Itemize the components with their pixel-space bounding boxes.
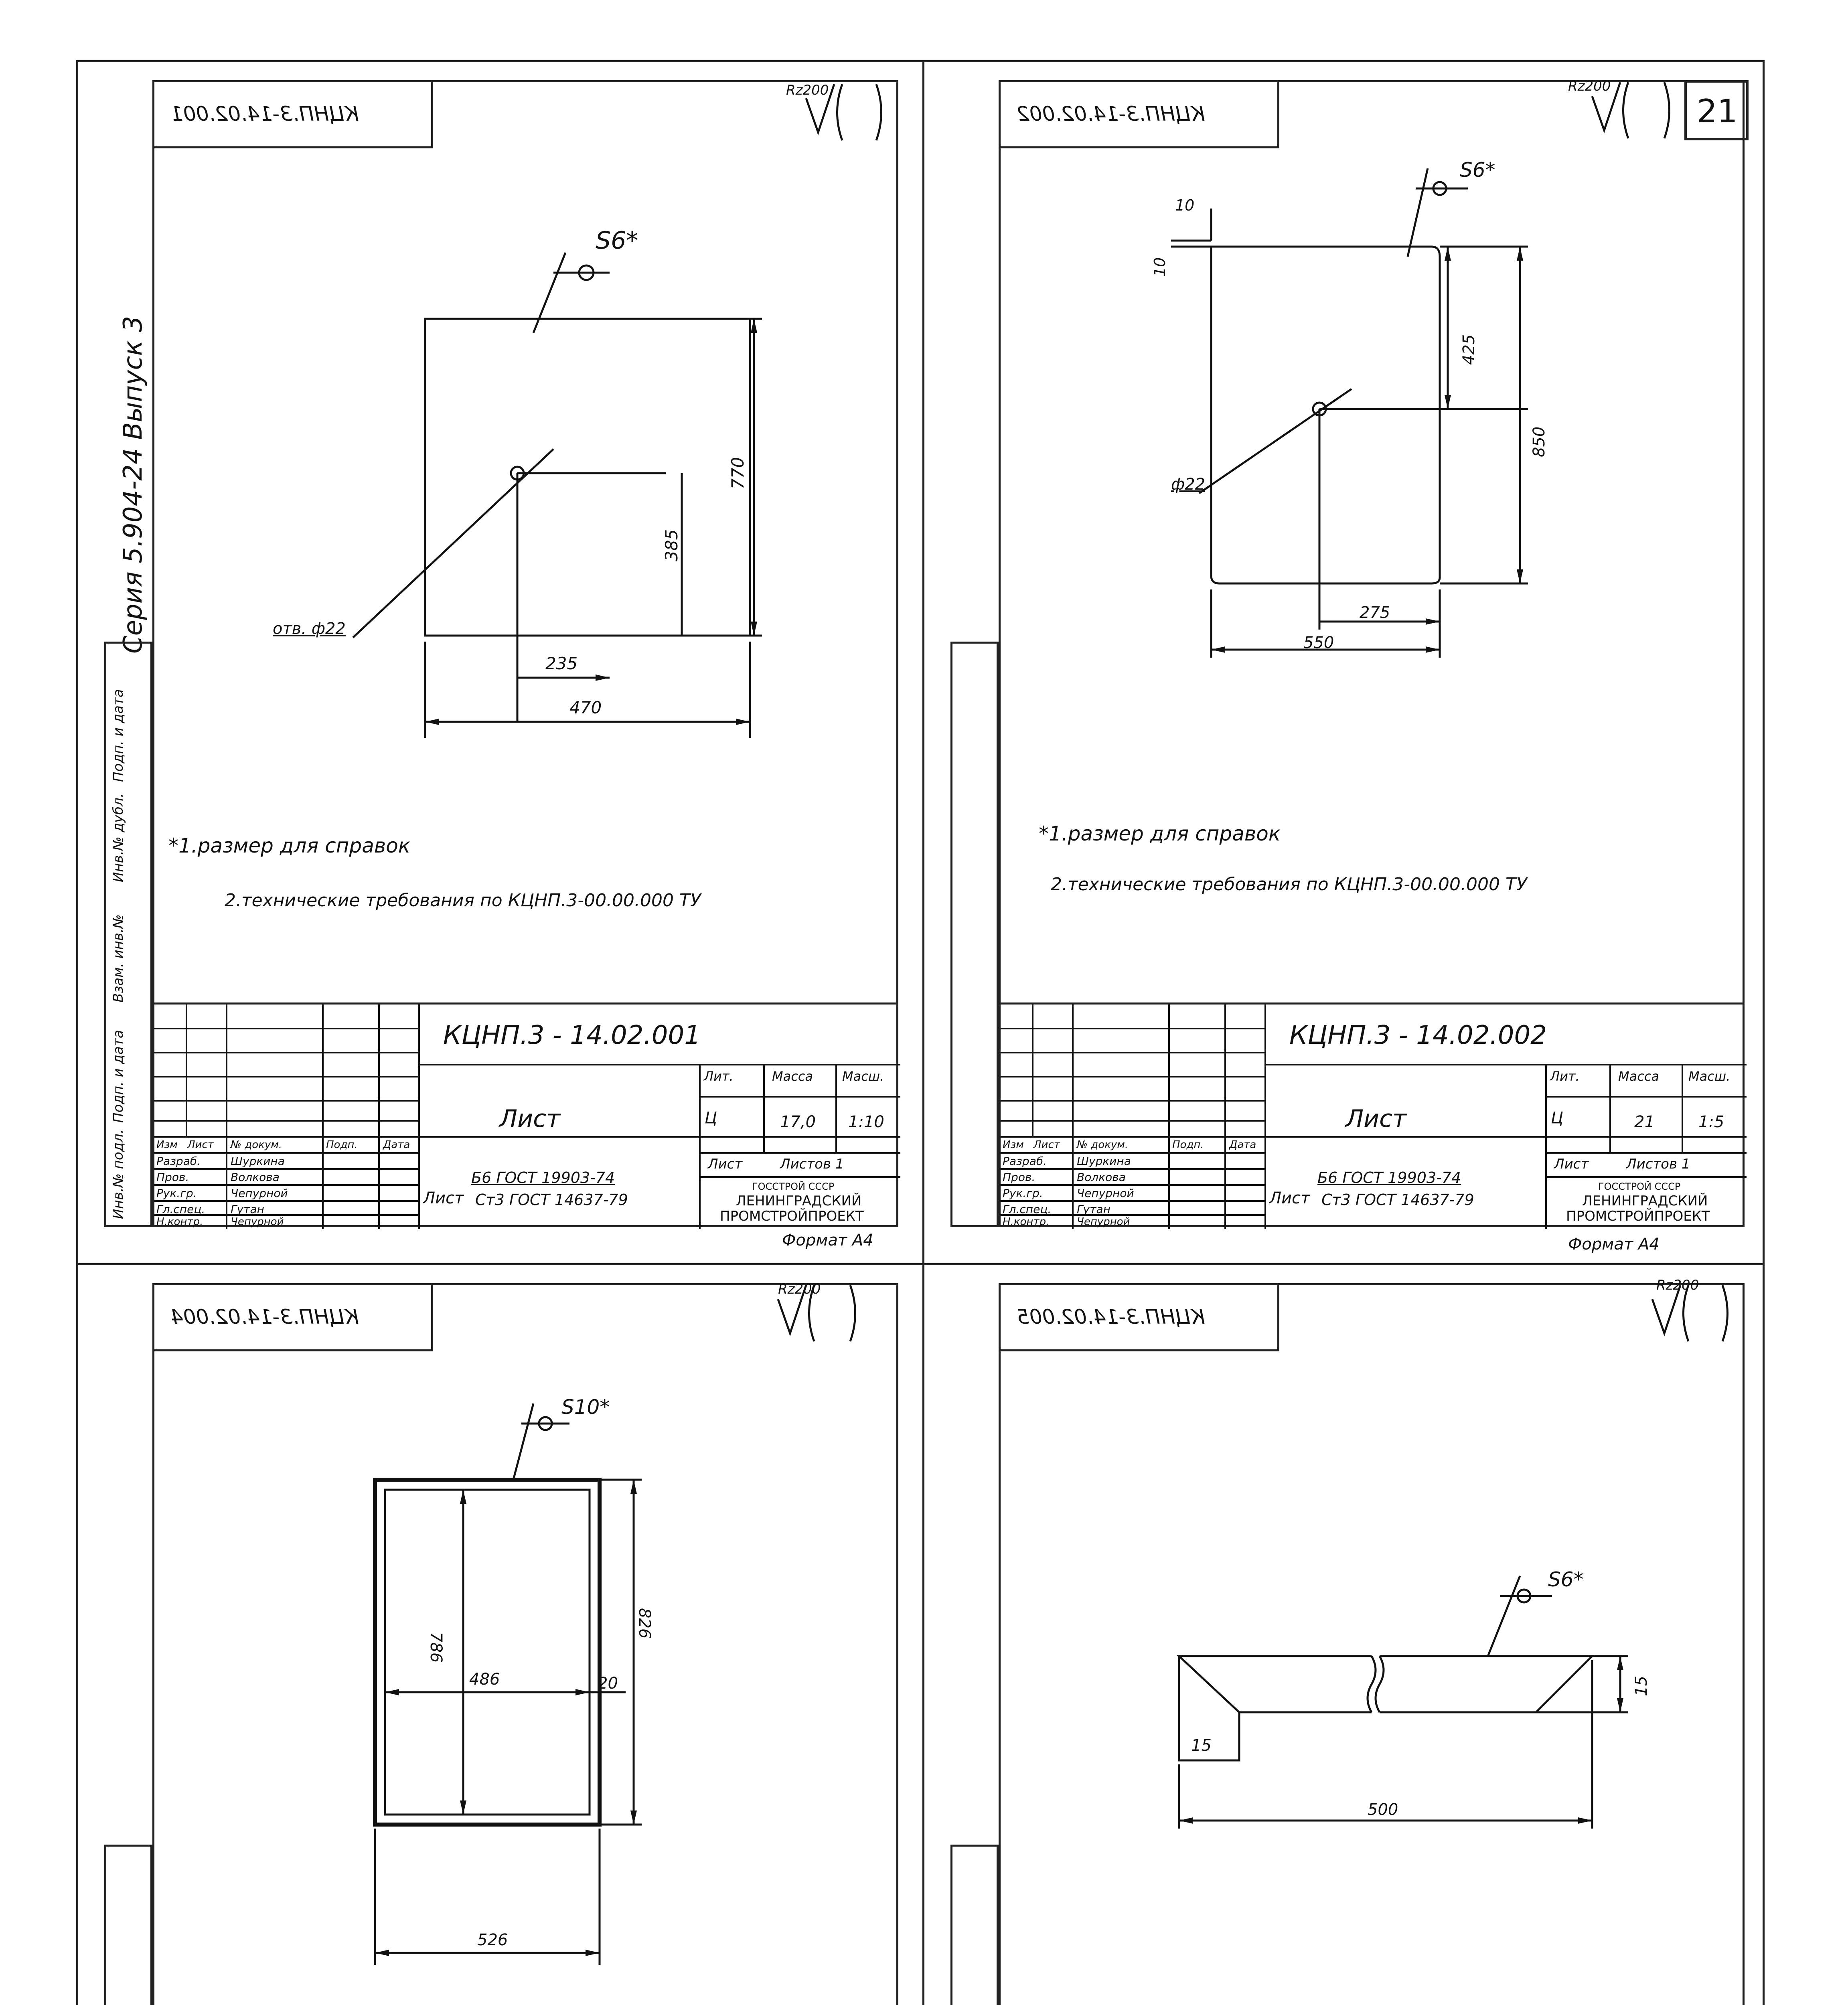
hdr-massa-2: Масса [1618, 1069, 1660, 1084]
hdr-list-1: Лист [187, 1139, 214, 1151]
code-mirrored-1: КЦНП.3-14.02.001 [170, 102, 359, 126]
weld-mark-1: S6* [596, 227, 638, 255]
roughness-2: Rz200 [1568, 78, 1611, 94]
person-2-2: Волкова [1077, 1171, 1126, 1184]
person-2-5: Чепурной [1077, 1216, 1130, 1228]
dim-385: 385 [662, 529, 681, 561]
hdr-ndokum-1: № докум. [231, 1139, 282, 1151]
scale-1: 1:10 [848, 1113, 884, 1131]
hdr-data-2: Дата [1229, 1139, 1256, 1151]
page-number: 21 [1697, 93, 1738, 130]
material1-1: Б6 ГОСТ 19903-74 [471, 1169, 615, 1187]
title-block-1 [152, 1003, 898, 1227]
hole-label-1: отв. ф22 [273, 620, 346, 638]
person-2-3: Чепурной [1077, 1187, 1134, 1200]
mass-1: 17,0 [780, 1113, 816, 1131]
lit-1: Ц [705, 1109, 717, 1127]
doc-code-1: КЦНП.3 - 14.02.001 [443, 1021, 701, 1050]
dim-486: 486 [469, 1670, 500, 1689]
role-razrab-2: Разраб. [1003, 1154, 1047, 1168]
format-1: Формат А4 [782, 1231, 873, 1250]
roughness-1: Rz200 [786, 82, 829, 98]
note2-2: 2.технические требования по КЦНП.3-00.00.000 ТУ [1051, 874, 1527, 895]
roughness-4: Rz200 [1656, 1277, 1699, 1293]
dim-526: 526 [477, 1931, 508, 1949]
org1-2: ГОССТРОЙ СССР [1598, 1181, 1681, 1192]
dim-275: 275 [1360, 604, 1390, 622]
hdr-izm-2: Изм [1003, 1139, 1024, 1151]
dim-826: 826 [635, 1608, 654, 1639]
code-mirrored-2: КЦНП.3-14.02.002 [1017, 102, 1205, 126]
org3-1: ПРОМСТРОЙПРОЕКТ [720, 1208, 864, 1224]
hdr-izm-1: Изм [156, 1139, 178, 1151]
lit-2: Ц [1551, 1109, 1564, 1127]
person-2-4: Гутан [1077, 1203, 1110, 1216]
side-label-d: Инв.№ дубл. [110, 793, 126, 882]
part-drawing-4 [846, 1203, 1769, 2005]
dim-15a: 15 [1191, 1736, 1212, 1755]
material2-2: Ст3 ГОСТ 14637-79 [1321, 1191, 1474, 1209]
weld-mark-2: S6* [1460, 158, 1495, 182]
role-glspec-2: Гл.спец. [1003, 1203, 1052, 1216]
side-label-b: Подп. и дата [110, 1030, 126, 1123]
scale-2: 1:5 [1698, 1113, 1724, 1131]
weld-mark-3: S10* [561, 1395, 610, 1419]
dim-20: 20 [598, 1674, 618, 1693]
note1-2: *1.размер для справок [1039, 822, 1281, 845]
roughness-3: Rz200 [778, 1281, 821, 1297]
hdr-list-2: Лист [1033, 1139, 1060, 1151]
dim-10b: 10 [1151, 257, 1169, 277]
note1-1: *1.размер для справок [168, 834, 411, 857]
hdr-listov-1: Листов 1 [780, 1156, 844, 1172]
side-label-c: Взам. инв.№ [110, 914, 126, 1003]
code-mirrored-3: КЦНП.3-14.02.004 [170, 1305, 359, 1329]
series-text: Серия 5.904-24 Выпуск 3 [118, 316, 148, 654]
hdr-lit-2: Лит. [1550, 1069, 1580, 1084]
role-nkontr-1: Н.контр. [156, 1216, 203, 1228]
dim-15b: 15 [1632, 1676, 1651, 1696]
material-prefix-1: Лист [423, 1189, 464, 1207]
dim-850: 850 [1530, 426, 1548, 457]
material1-2: Б6 ГОСТ 19903-74 [1317, 1169, 1461, 1187]
material-prefix-2: Лист [1269, 1189, 1310, 1207]
material2-1: Ст3 ГОСТ 14637-79 [475, 1191, 628, 1209]
dim-500: 500 [1368, 1800, 1398, 1819]
person-1-5: Чепурной [231, 1216, 284, 1228]
dim-550: 550 [1303, 634, 1334, 652]
hdr-list2-1: Лист [708, 1156, 743, 1172]
hdr-lit-1: Лит. [704, 1069, 734, 1084]
part-name-2: Лист [1345, 1105, 1407, 1133]
doc-code-2: КЦНП.3 - 14.02.002 [1289, 1021, 1547, 1050]
title-block-2 [999, 1003, 1745, 1227]
side-label-e: Подп. и дата [110, 689, 126, 782]
format-2: Формат А4 [1568, 1235, 1660, 1254]
org2-2: ЛЕНИНГРАДСКИЙ [1582, 1193, 1708, 1209]
person-1-4: Гутан [231, 1203, 264, 1216]
mass-2: 21 [1634, 1113, 1655, 1131]
hdr-list2-2: Лист [1554, 1156, 1589, 1172]
role-razrab-1: Разраб. [156, 1154, 201, 1168]
role-prov-1: Пров. [156, 1171, 189, 1184]
hdr-podp-2: Подп. [1172, 1139, 1204, 1151]
hole-label-2: ф22 [1171, 475, 1206, 494]
role-prov-2: Пров. [1003, 1171, 1035, 1184]
hdr-data-1: Дата [383, 1139, 410, 1151]
side-label-a: Инв.№ подл. [110, 1129, 126, 1219]
person-1-1: Шуркина [231, 1154, 285, 1168]
dim-235: 235 [545, 654, 578, 673]
hdr-listov-2: Листов 1 [1626, 1156, 1690, 1172]
note2-1: 2.технические требования по КЦНП.3-00.00.000 ТУ [225, 890, 701, 911]
org1-1: ГОССТРОЙ СССР [752, 1181, 835, 1192]
org2-1: ЛЕНИНГРАДСКИЙ [736, 1193, 862, 1209]
weld-mark-4: S6* [1548, 1568, 1584, 1591]
role-nkontr-2: Н.контр. [1003, 1216, 1050, 1228]
part-drawing-3 [0, 1203, 922, 2005]
hdr-masht-2: Масш. [1688, 1069, 1730, 1084]
part-name-1: Лист [499, 1105, 561, 1133]
role-ruk-2: Рук.гр. [1003, 1187, 1043, 1200]
hdr-ndokum-2: № докум. [1077, 1139, 1129, 1151]
person-2-1: Шуркина [1077, 1154, 1131, 1168]
dim-770: 770 [728, 457, 748, 489]
dim-425: 425 [1460, 334, 1478, 365]
hdr-massa-1: Масса [772, 1069, 813, 1084]
role-glspec-1: Гл.спец. [156, 1203, 205, 1216]
dim-470: 470 [569, 698, 602, 717]
dim-10a: 10 [1175, 196, 1195, 214]
hdr-masht-1: Масш. [842, 1069, 884, 1084]
hdr-podp-1: Подп. [326, 1139, 358, 1151]
role-ruk-1: Рук.гр. [156, 1187, 197, 1200]
person-1-3: Чепурной [231, 1187, 288, 1200]
dim-786: 786 [427, 1632, 445, 1663]
org3-2: ПРОМСТРОЙПРОЕКТ [1566, 1208, 1710, 1224]
person-1-2: Волкова [231, 1171, 280, 1184]
code-mirrored-4: КЦНП.3-14.02.005 [1017, 1305, 1205, 1329]
